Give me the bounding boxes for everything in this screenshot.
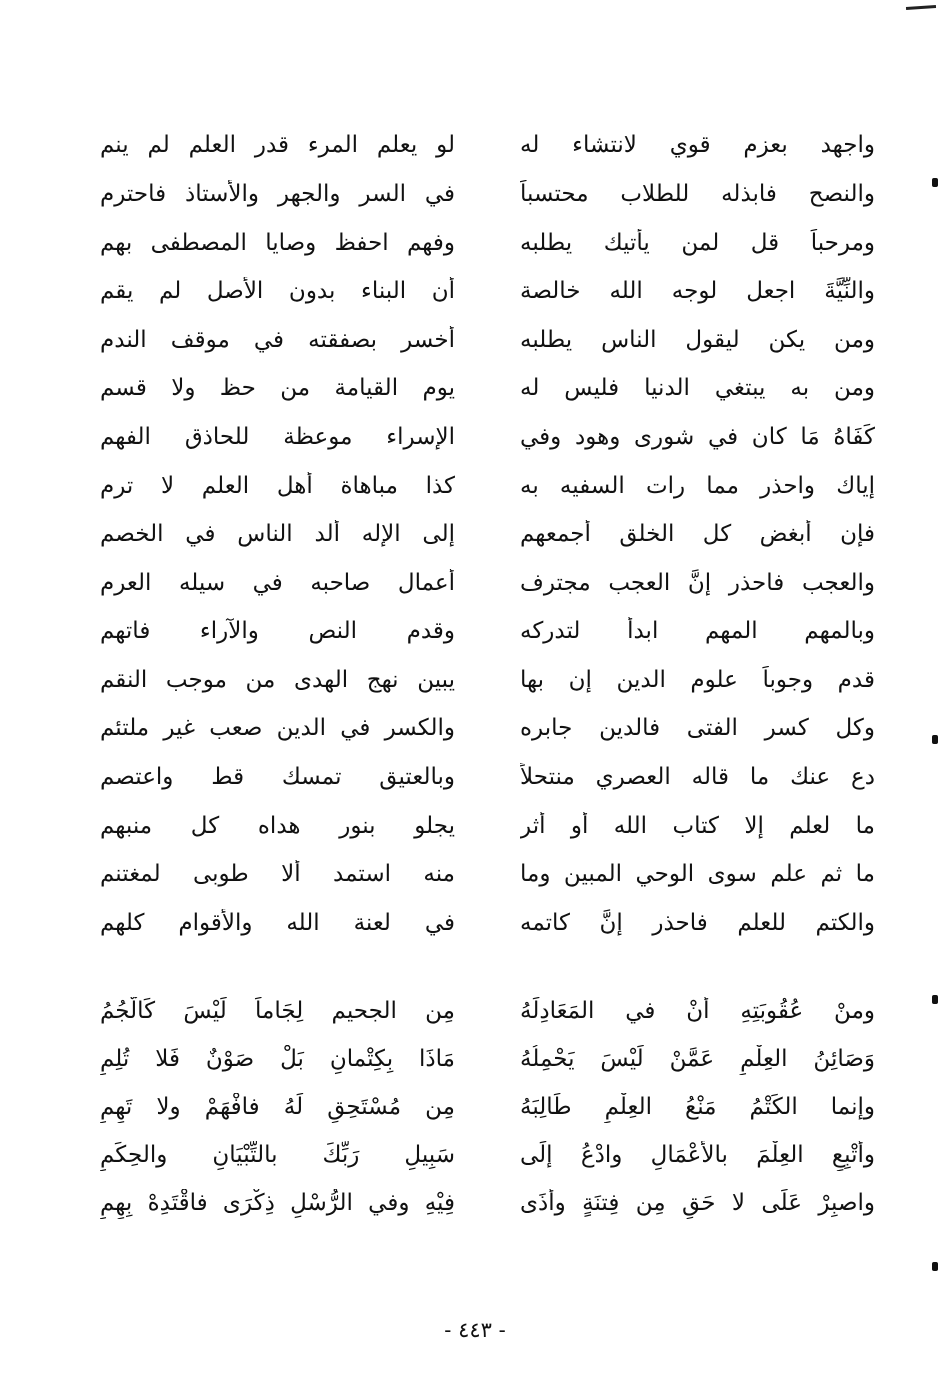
poem-block-2 [100, 988, 875, 1228]
verse-second-hemistich: يجلو بنور هداه كل منبهم [100, 812, 455, 839]
verse-first-hemistich: واصبِرْ عَلَى لا حَقٍ مِن فِتنَةٍ وأذَى [520, 1190, 875, 1217]
verse-first-hemistich: كَفَاهُ مَا كان في شورى وهود وفي [520, 423, 875, 450]
verse-second-hemistich: أخسر بصفقته في موقف الندم [100, 326, 455, 353]
verse-first-hemistich: ما لعلم إلا كتاب الله أو أثر [520, 812, 875, 839]
scan-edge-mark [906, 5, 936, 10]
verse-row [100, 268, 875, 317]
verse-first-hemistich: فإن أبغض كل الخلق أجمعهم [520, 521, 875, 548]
verse-second-hemistich: لو يعلم المرء قدر العلم لم ينم [100, 132, 455, 159]
verse-row [100, 414, 875, 463]
verse-row [100, 851, 875, 900]
verse-second-hemistich: والكسر في الدين صعب غير ملتئم [100, 715, 455, 742]
verse-second-hemistich: يبين نهج الهدى من موجب النقم [100, 666, 455, 693]
verse-second-hemistich: مِن مُسْتَحِقٍ لَهُ فافْهَمْ ولا تَهِمِ [100, 1094, 455, 1121]
verse-row [100, 988, 875, 1036]
verse-first-hemistich: وبالمهم المهم ابدأ لتدركه [520, 618, 875, 645]
verse-second-hemistich: الإسراء موعظة للحاذق الفهم [100, 423, 455, 450]
verse-row [100, 1036, 875, 1084]
verse-first-hemistich: واجهد بعزم قوي لانتشاء له [520, 132, 875, 159]
verse-row [100, 316, 875, 365]
verse-first-hemistich: إياك واحذر مما رات السفيه به [520, 472, 875, 499]
verse-second-hemistich: أن البناء بدون الأصل لم يقم [100, 278, 455, 305]
verse-row [100, 219, 875, 268]
verse-row [100, 365, 875, 414]
verse-first-hemistich: وكل كسر الفتى فالدين جابره [520, 715, 875, 742]
verse-first-hemistich: والكتم للعلم فاحذر إنَّ كاتمه [520, 909, 875, 936]
verse-first-hemistich: ومنْ عُقُوبَتِهِ أنْ في المَعَادِلَهُ [520, 998, 875, 1025]
verse-first-hemistich: ومرحباً قل لمن يأتيك يطلبه [520, 229, 875, 256]
verse-first-hemistich: والنِّيَّةَ اجعل لوجه الله خالصة [520, 278, 875, 305]
page-number: - ٤٤٣ - [444, 1318, 506, 1342]
verse-first-hemistich: دع عنك ما قاله العصري منتحلاً [520, 764, 875, 791]
verse-row [100, 705, 875, 754]
verse-first-hemistich: قدم وجوباً علوم الدين إن بها [520, 666, 875, 693]
poem-block-1 [100, 122, 875, 948]
verse-first-hemistich: ومن يكن ليقول الناس يطلبه [520, 326, 875, 353]
verse-row [100, 1084, 875, 1132]
verse-row [100, 608, 875, 657]
scan-edge-dot [932, 995, 938, 1004]
scan-edge-dot [932, 1262, 938, 1271]
verse-row [100, 1132, 875, 1180]
verse-second-hemistich: فِيْهِ وفي الرُّسْلِ ذِكْرَى فاقْتَدِهْ بِهِمِ [100, 1190, 455, 1217]
verse-second-hemistich: منه استمد ألا طوبى لمغتنم [100, 861, 455, 888]
verse-second-hemistich: وقدم النص والآراء فاتهم [100, 618, 455, 645]
verse-second-hemistich: وبالعتيق تمسك قط واعتصم [100, 764, 455, 791]
verse-row [100, 900, 875, 949]
verse-row [100, 754, 875, 803]
verse-row [100, 1180, 875, 1228]
verse-second-hemistich: أعمال صاحبه في سيله العرم [100, 569, 455, 596]
verse-first-hemistich: وأَتْبِعِ العِلْمَ بالأعْمَالِ وادْعُ إلَى [520, 1142, 875, 1169]
verse-first-hemistich: وَصَائِنُ العِلْمِ عَمَّنْ لَيْسَ يَحْمِلُهُ [520, 1046, 875, 1073]
scan-edge-dot [932, 178, 938, 187]
verse-first-hemistich: ومن به يبتغي الدنيا فليس له [520, 375, 875, 402]
verse-first-hemistich: وإنما الكَتْمُ مَنْعُ العِلْمِ طَالِبَهُ [520, 1094, 875, 1121]
verse-second-hemistich: مَاذَا بِكِتْمانِ بَلْ صَوْنٌ فَلا تُلِمِ [100, 1046, 455, 1073]
verse-second-hemistich: كذا مباهاة أهل العلم لا ترم [100, 472, 455, 499]
verse-first-hemistich: ما ثم علم سوى الوحي المبين وما [520, 861, 875, 888]
verse-row [100, 462, 875, 511]
verse-row [100, 657, 875, 706]
verse-row [100, 171, 875, 220]
verse-second-hemistich: في لعنة الله والأقوام كلهم [100, 909, 455, 936]
scan-edge-dot [932, 735, 938, 744]
verse-second-hemistich: وفهم احفظ وصايا المصطفى بهم [100, 229, 455, 256]
verse-second-hemistich: يوم القيامة من حظ ولا قسم [100, 375, 455, 402]
verse-second-hemistich: سَبِيلِ رَبِّكَ بالتِّبْيَانِ والحِكَمِ [100, 1142, 455, 1169]
verse-row [100, 802, 875, 851]
verse-second-hemistich: في السر والجهر والأستاذ فاحترم [100, 180, 455, 207]
verse-row [100, 559, 875, 608]
verse-first-hemistich: والعجب فاحذر إنَّ العجب مجترف [520, 569, 875, 596]
verse-second-hemistich: إلى الإله ألد الناس في الخصم [100, 521, 455, 548]
verse-row [100, 122, 875, 171]
verse-first-hemistich: والنصح فابذله للطلاب محتسباً [520, 180, 875, 207]
verse-second-hemistich: مِن الجحيم لِجَاماً لَيْسَ كَالُّجُمُ [100, 998, 455, 1025]
verse-row [100, 511, 875, 560]
